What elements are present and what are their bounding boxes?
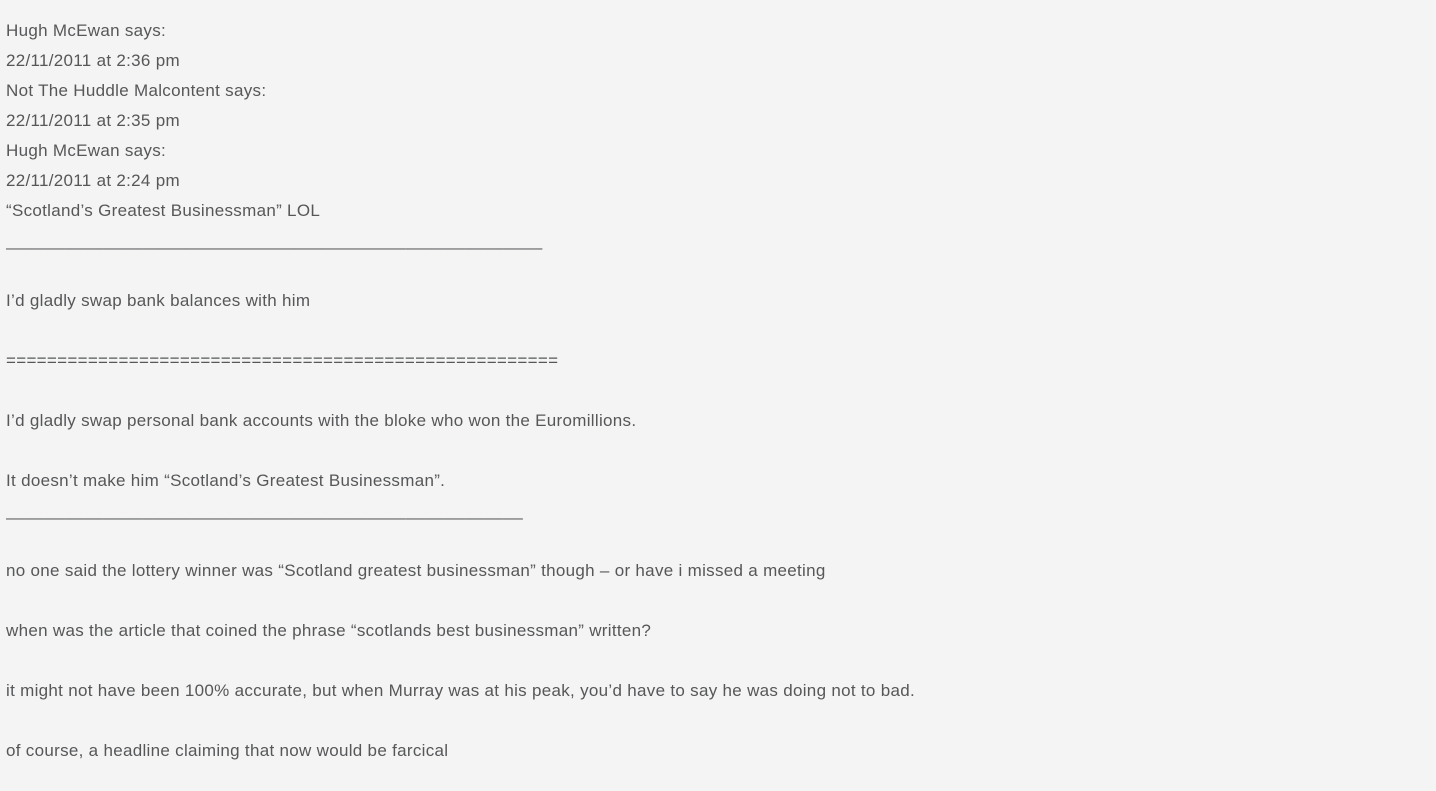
underscore-divider: _______________________________________________________ xyxy=(6,231,543,250)
comment-text-line: I’d gladly swap bank balances with him xyxy=(6,291,311,310)
comment-timestamp: 22/11/2011 at 2:35 pm xyxy=(6,111,180,130)
blank-line xyxy=(6,436,1416,466)
comment-text-line: I’d gladly swap personal bank accounts with the bloke who won the Euromillions. xyxy=(6,411,637,430)
comment-timestamp: 22/11/2011 at 2:36 pm xyxy=(6,51,180,70)
blank-line xyxy=(6,646,1416,676)
blank-line xyxy=(6,376,1416,406)
blank-line xyxy=(6,526,1416,556)
comment-text-line: when was the article that coined the phrase “scotlands best businessman” written? xyxy=(6,621,652,640)
comment-text-line: “Scotland’s Greatest Businessman” LOL xyxy=(6,201,321,220)
comment-text-line: it might not have been 100% accurate, but when Murray was at his peak, you’d have to say he was doing not to bad. xyxy=(6,681,915,700)
comment-text-line: no one said the lottery winner was “Scotland greatest businessman” though – or have i missed a meeting xyxy=(6,561,826,580)
blank-line xyxy=(6,706,1416,736)
blank-line xyxy=(6,316,1416,346)
blank-line xyxy=(6,586,1416,616)
blank-line xyxy=(6,256,1416,286)
comment-author-line: Hugh McEwan says: xyxy=(6,21,167,40)
comment-author-line: Not The Huddle Malcontent says: xyxy=(6,81,267,100)
comment-timestamp: 22/11/2011 at 2:24 pm xyxy=(6,171,180,190)
equals-divider: ====================================================== xyxy=(6,351,559,370)
underscore-divider: _____________________________________________________ xyxy=(6,501,523,520)
comment-text-line: It doesn’t make him “Scotland’s Greatest Businessman”. xyxy=(6,471,446,490)
comment-text-line: of course, a headline claiming that now would be farcical xyxy=(6,741,449,760)
comment-author-line: Hugh McEwan says: xyxy=(6,141,167,160)
